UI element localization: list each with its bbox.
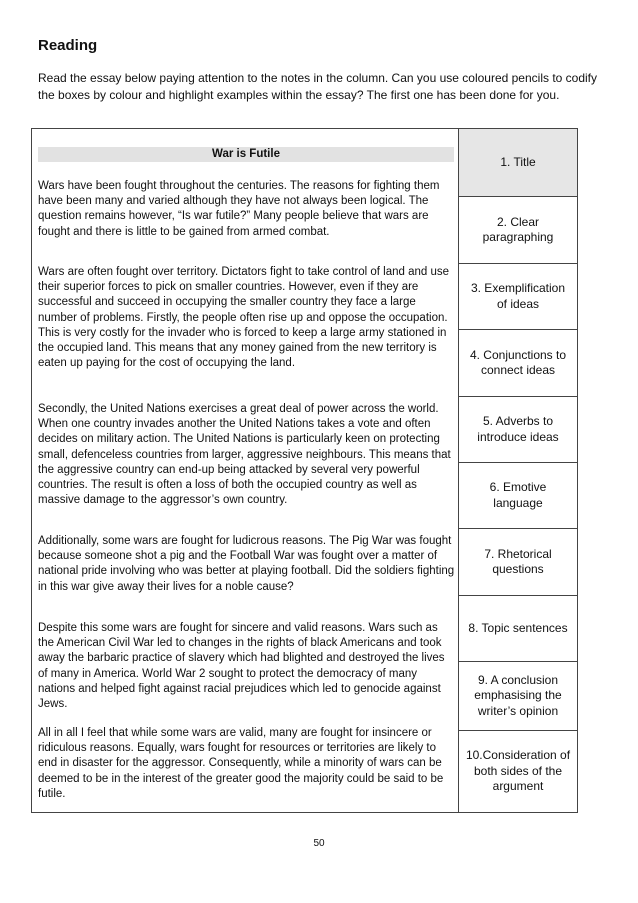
note-conclusion: 9. A conclusion emphasising the writer’s opinion <box>459 662 577 731</box>
page-number: 50 <box>313 838 325 849</box>
note-adverbs: 5. Adverbs to introduce ideas <box>459 397 577 463</box>
note-rhetorical-questions: 7. Rhetorical questions <box>459 529 577 596</box>
note-exemplification: 3. Exemplification of ideas <box>459 264 577 330</box>
notes-column <box>459 129 577 812</box>
page-heading: Reading <box>38 37 98 54</box>
note-emotive-language: 6. Emotive language <box>459 463 577 529</box>
note-conjunctions: 4. Conjunctions to connect ideas <box>459 330 577 397</box>
note-title: 1. Title <box>459 129 577 197</box>
essay-table <box>31 128 578 813</box>
note-clear-paragraphing: 2. Clear paragraphing <box>459 197 577 264</box>
essay-paragraph-6: All in all I feel that while some wars are valid, many are fought for insincere or ridiculous reasons. Equally, wars fought for resources or territories are likely to end in disaster for the aggressor. Consequently, while a minority of wars can be deemed to be in the interest of the greater good the majority could be said to be futile. <box>38 727 444 800</box>
essay-paragraph-5: Despite this some wars are fought for sincere and valid reasons. Wars such as the American Civil War led to changes in the rights of black Americans and took away the barbaric practice of slavery which had blighted and destroyed the lives of many in America. World War 2 sought to protect the democracy of many nations and helped fight against racial prejudices which led to genocide against Jews. <box>38 622 445 711</box>
essay-paragraph-2: Wars are often fought over territory. Dictators fight to take control of land and use their superior forces to pick on smaller countries. However, even if they are successful and succeed in occupying the smaller country they face a large number of problems. Firstly, the people often rise up and oppose the occupation. This is very costly for the invader who is forced to keep a large army stationed in the occupied land. This means that any money gained from the new territory is eaten up paying for the cost of occupying the land. <box>38 266 450 370</box>
essay-paragraph-3: Secondly, the United Nations exercises a great deal of power across the world. When one country invades another the United Nations takes a vote and often decides on military action. The United Nations is particularly keen on protecting small, defenceless countries from larger, aggressive neighbours. This means that the aggressive country can end-up being attacked by several very powerful countries. The result is often a loss of both the occupied country as well as massive damage to the aggressor’s own country. <box>38 403 451 507</box>
essay-title: War is Futile <box>38 147 454 162</box>
instructions: Read the essay below paying attention to the notes in the column. Can you use coloured pencils to codify the boxes by colour and highlight examples within the essay? The first one has been done for you. <box>38 71 598 102</box>
note-both-sides: 10.Consideration of both sides of the argument <box>465 748 571 794</box>
essay-paragraph-1: Wars have been fought throughout the centuries. The reasons for fighting them have been many and varied although they have not always been logical. The question remains however, “Is war futile?” Many people believe that wars are fought and there is little to be gained from armed combat. <box>38 180 440 238</box>
essay-column <box>32 129 459 812</box>
essay-paragraph-4: Additionally, some wars are fought for ludicrous reasons. The Pig War was fought because someone shot a pig and the Football War was fought over a matter of national pride involving who was better at playing football. Did the soldiers fighting in this war give away their lives for a noble cause? <box>38 535 455 593</box>
note-topic-sentences: 8. Topic sentences <box>459 596 577 662</box>
